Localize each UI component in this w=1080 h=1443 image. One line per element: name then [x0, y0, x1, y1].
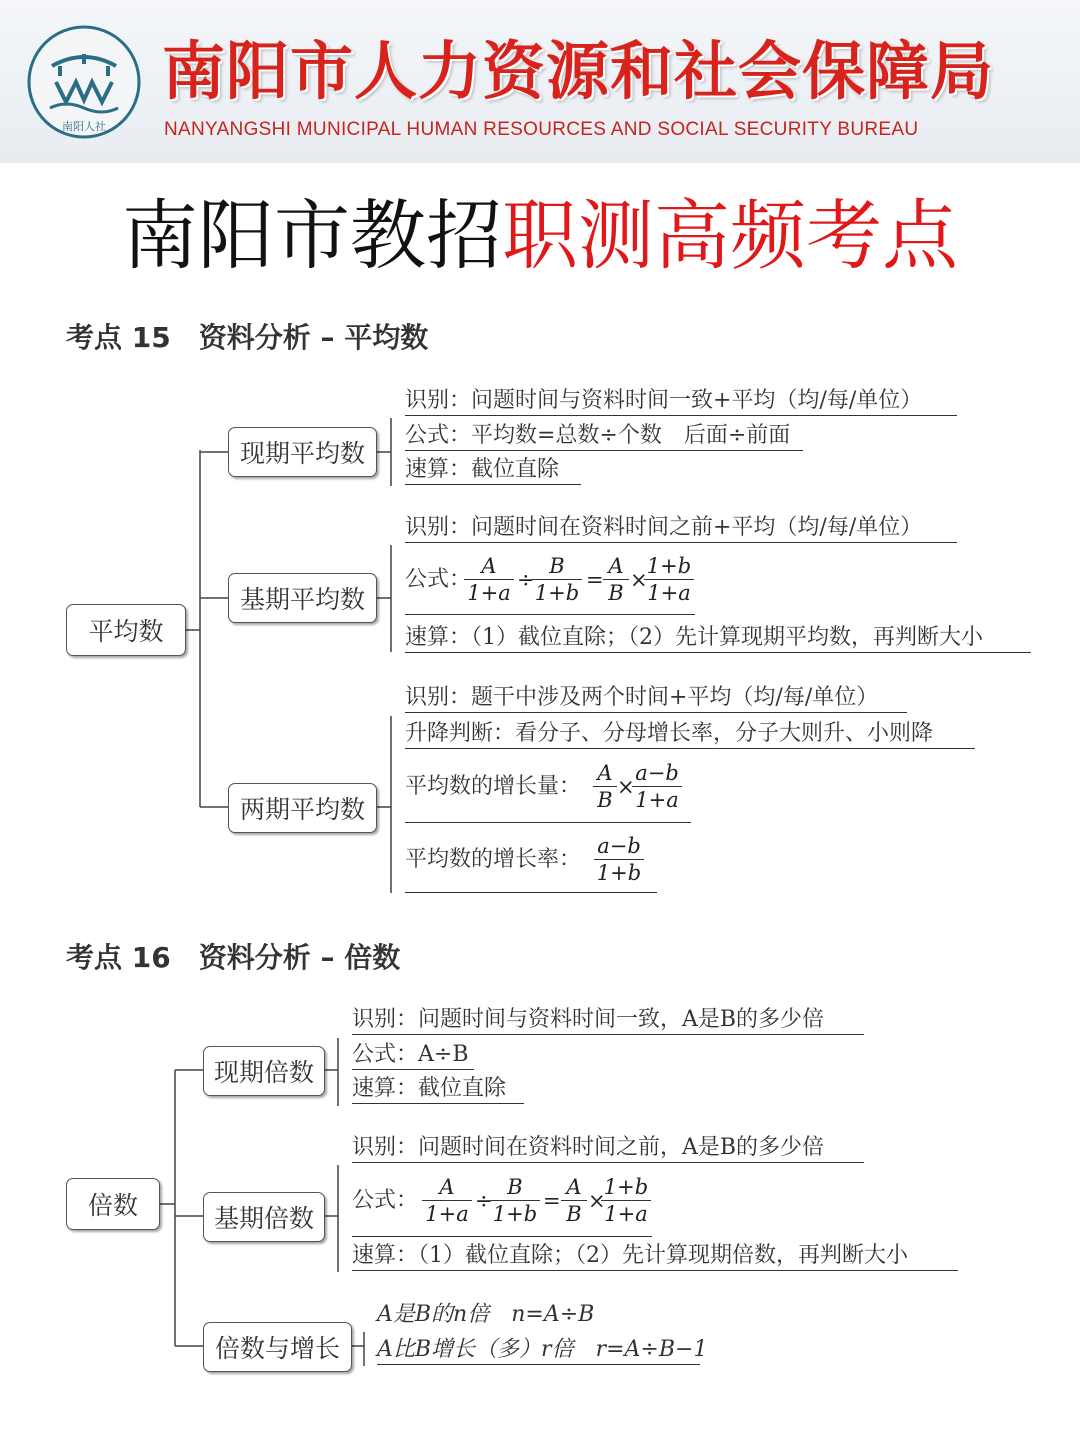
branch-label: 两期平均数	[239, 795, 365, 824]
denominator: 1+a	[425, 1202, 469, 1226]
denominator: 1+a	[635, 788, 679, 812]
fraction	[561, 1174, 587, 1227]
equals-sign: =	[543, 1189, 561, 1213]
times-sign: ×	[617, 775, 635, 799]
org-name-cn: 南阳市人力资源和社会保障局	[162, 35, 994, 108]
denominator: B	[597, 788, 613, 812]
section-16-heading	[66, 940, 400, 976]
branch-label: 现期倍数	[213, 1058, 314, 1087]
formula-underline	[405, 892, 657, 893]
fraction	[490, 1174, 540, 1227]
denominator: 1+a	[604, 1202, 648, 1226]
branch-multiple-and-growth	[203, 1322, 352, 1372]
item-n-times: A是B的n倍 n=A÷B	[377, 1302, 595, 1327]
fraction	[601, 1174, 651, 1227]
formula-underline	[405, 614, 695, 615]
denominator: 1+b	[596, 861, 642, 885]
denominator: 1+a	[647, 581, 691, 605]
numerator: A	[464, 553, 514, 580]
branch-two-period-average	[228, 783, 377, 833]
section-16-number: 考点 16	[66, 941, 171, 974]
item-identify: 识别：问题时间在资料时间之前，A是B的多少倍	[352, 1134, 864, 1163]
denominator: 1+b	[492, 1202, 538, 1226]
root-node-multiple	[66, 1178, 160, 1230]
fraction	[464, 553, 514, 606]
fraction	[632, 760, 682, 813]
item-r-times-growth: A比B增长（多）r倍 r=A÷B−1	[377, 1336, 700, 1365]
branch-base-average	[228, 573, 377, 623]
times-sign: ×	[630, 568, 648, 592]
numerator: B	[532, 553, 582, 580]
title-part-2: 职测高频考点	[502, 191, 958, 280]
branch-label: 基期倍数	[213, 1204, 314, 1233]
formula-underline	[405, 822, 691, 823]
item-growth-rate-label: 平均数的增长率：	[405, 847, 582, 872]
numerator: B	[490, 1174, 540, 1201]
item-identify: 识别：问题时间在资料时间之前+平均（均/每/单位）	[405, 514, 957, 543]
logo-caption: 南阳人社	[62, 120, 106, 133]
item-formula: 公式：A÷B	[352, 1041, 474, 1070]
section-16-topic: 资料分析 – 倍数	[198, 941, 401, 974]
numerator: a−b	[632, 760, 682, 787]
denominator: B	[608, 581, 624, 605]
org-name-en: NANYANGSHI MUNICIPAL HUMAN RESOURCES AND SOCIAL SECURITY BUREAU	[164, 119, 919, 140]
item-speedcalc: 速算：（1）截位直除；（2）先计算现期倍数，再判断大小	[352, 1242, 958, 1271]
item-formula-label: 公式：	[352, 1188, 419, 1213]
branch-label: 倍数与增长	[214, 1334, 340, 1363]
section-15-number: 考点 15	[66, 321, 171, 354]
item-speedcalc: 速算：截位直除	[352, 1075, 524, 1104]
item-identify: 识别：问题时间与资料时间一致+平均（均/每/单位）	[405, 387, 957, 416]
fraction	[593, 760, 617, 813]
item-identify: 识别：问题时间与资料时间一致，A是B的多少倍	[352, 1006, 864, 1035]
item-trend-judgement: 升降判断：看分子、分母增长率，分子大则升、小则降	[405, 720, 975, 749]
title-part-1: 南阳市教招	[122, 191, 502, 280]
fraction	[532, 553, 582, 606]
branch-current-average	[228, 427, 377, 477]
branch-label: 基期平均数	[239, 585, 365, 614]
formula-underline	[352, 1236, 652, 1237]
branch-current-multiple	[203, 1046, 325, 1096]
item-identify: 识别：题干中涉及两个时间+平均（均/每/单位）	[405, 684, 907, 713]
fraction	[422, 1174, 472, 1227]
root-label: 倍数	[87, 1191, 138, 1220]
times-sign: ×	[588, 1189, 606, 1213]
divide-sign: ÷	[517, 568, 535, 592]
denominator: 1+b	[534, 581, 580, 605]
fraction	[644, 553, 694, 606]
root-label: 平均数	[88, 617, 164, 646]
fraction	[594, 833, 644, 886]
numerator: A	[603, 553, 629, 580]
item-formula-label: 公式：	[405, 567, 472, 592]
numerator: 1+b	[644, 553, 694, 580]
numerator: A	[422, 1174, 472, 1201]
root-node-average	[66, 604, 186, 656]
numerator: A	[593, 760, 617, 787]
denominator: B	[566, 1202, 582, 1226]
section-15-topic: 资料分析 – 平均数	[198, 321, 429, 354]
item-speedcalc: 速算：（1）截位直除；（2）先计算现期平均数，再判断大小	[405, 624, 1031, 653]
item-speedcalc: 速算：截位直除	[405, 456, 581, 485]
equals-sign: =	[586, 568, 604, 592]
divide-sign: ÷	[475, 1189, 493, 1213]
branch-label: 现期平均数	[239, 439, 365, 468]
item-increment-label: 平均数的增长量：	[405, 774, 582, 799]
branch-base-multiple	[203, 1192, 325, 1242]
fraction	[603, 553, 629, 606]
numerator: A	[561, 1174, 587, 1201]
numerator: a−b	[594, 833, 644, 860]
numerator: 1+b	[601, 1174, 651, 1201]
denominator: 1+a	[467, 581, 511, 605]
item-formula: 公式：平均数=总数÷个数 后面÷前面	[405, 422, 803, 451]
